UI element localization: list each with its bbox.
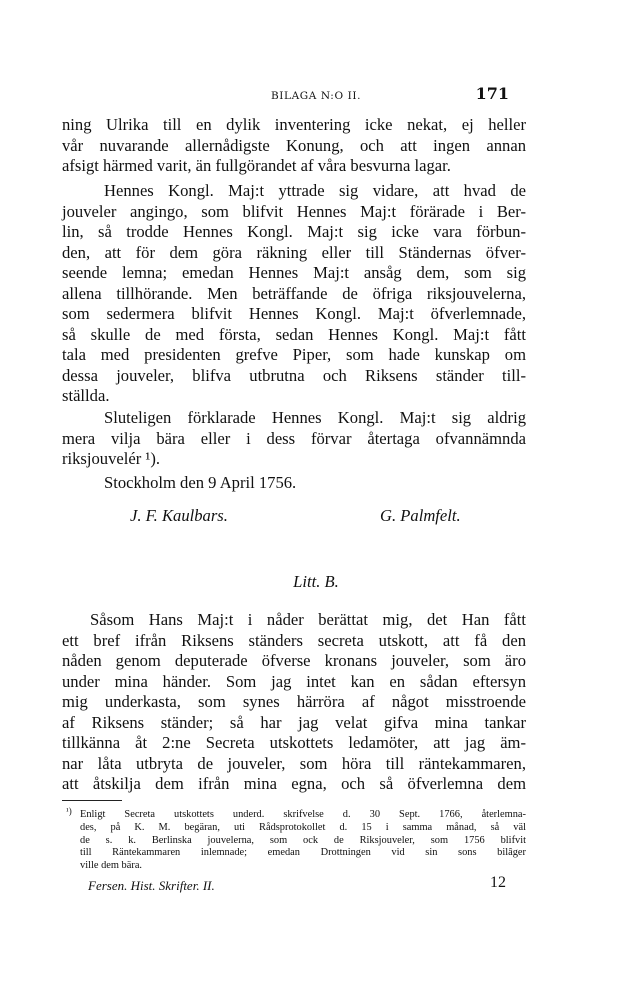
text-line: nar låta utbryta de jouveler, som höra till räntekammaren, <box>62 753 526 773</box>
footnote-line: ville dem bära. <box>80 860 143 872</box>
text-line: tala med presidenten grefve Piper, som hade kunskap om <box>62 345 526 364</box>
body-block-4 <box>62 610 526 795</box>
footnote <box>80 809 526 873</box>
text-line: riksjouvelér ¹). <box>62 449 161 468</box>
text-line: under mina händer. Som jag intet kan en sådan eftersyn <box>62 671 526 691</box>
footnote-rule <box>62 800 122 801</box>
footnote-marker: ¹) <box>66 806 72 816</box>
text-line: mera vilja bära eller i dess förvar återtaga ofvannämnda <box>62 428 526 448</box>
text-line: ett bref ifrån Riksens ständers secreta utskott, att få den <box>62 630 526 650</box>
text-line: nåden genom deputerade öfverse kronans jouveler, som äro <box>62 651 526 670</box>
text-line: så skulle de med första, sedan Hennes Kongl. Maj:t fått <box>62 324 526 344</box>
text-line: seende lemna; emedan Hennes Maj:t ansåg dem, som sig <box>62 263 526 282</box>
text-line: afsigt härmed varit, än fullgörandet af våra besvurna lagar. <box>62 156 451 175</box>
text-line: att åtskilja dem ifrån mina egna, och så öfverlemna dem <box>62 774 526 793</box>
footnote-line: des, på K. M. begäran, uti Rådsprotokollet d. 15 i samma månad, så väl <box>80 821 526 833</box>
footnote-line: till Räntekammaren inlemnade; emedan Drottningen vid sin sons bilâger <box>80 847 526 859</box>
text-line: Sluteligen förklarade Hennes Kongl. Maj:t sig aldrig <box>104 408 526 427</box>
signature-number: 12 <box>490 874 506 891</box>
text-line: den, att för dem göra räkning eller till Ständernas öfver- <box>62 242 526 262</box>
text-line: lin, så trodde Hennes Kongl. Maj:t sig icke vara förbun- <box>62 222 526 241</box>
text-line: ning Ulrika till en dylik inventering icke nekat, ej heller <box>62 115 526 134</box>
body-block-3 <box>62 408 526 470</box>
section-title: Litt. B. <box>293 572 339 591</box>
text-line: mig underkasta, som synes härröra af något misstroende <box>62 692 526 711</box>
text-line: af Riksens ständer; så har jag velat gifva mina tankar <box>62 712 526 732</box>
page-number: 171 <box>475 84 509 103</box>
text-line: vår nuvarande allernådigste Konung, och att ingen annan <box>62 135 526 155</box>
signature-left: J. F. Kaulbars. <box>130 506 228 525</box>
footnote-line: de s. k. Berlinska jouvelerna, som ock de Riksjouveler, som 1756 blifvit <box>80 834 526 846</box>
text-line: Stockholm den 9 April 1756. <box>104 473 297 492</box>
text-line: allena tillhörande. Men beträffande de öfriga riksjouvelerna, <box>62 283 526 303</box>
text-line: jouveler angingo, som blifvit Hennes Maj:t förärade i Ber- <box>62 201 526 221</box>
text-line: Såsom Hans Maj:t i nåder berättat mig, det Han fått <box>90 610 526 629</box>
footnote-line: Enligt Secreta utskottets underd. skrifvelse d. 30 Sept. 1766, återlemna- <box>80 809 526 820</box>
text-line: tillkänna åt 2:ne Secreta utskottets ledamöter, att jag äm- <box>62 733 526 752</box>
footer-title: Fersen. Hist. Skrifter. II. <box>88 878 215 893</box>
text-line: Hennes Kongl. Maj:t yttrade sig vidare, att hvad de <box>104 181 526 200</box>
body-block-1 <box>62 115 526 177</box>
body-block-2 <box>62 181 526 407</box>
signature-right: G. Palmfelt. <box>380 506 461 525</box>
text-line: ställda. <box>62 386 110 405</box>
text-line: dessa jouveler, blifva utbrutna och Riksens ständer till- <box>62 365 526 385</box>
place-date <box>62 473 526 494</box>
running-header-title: BILAGA N:O II. <box>270 90 362 102</box>
text-line: som sedermera blifvit Hennes Kongl. Maj:t öfverlemnade, <box>62 304 526 323</box>
